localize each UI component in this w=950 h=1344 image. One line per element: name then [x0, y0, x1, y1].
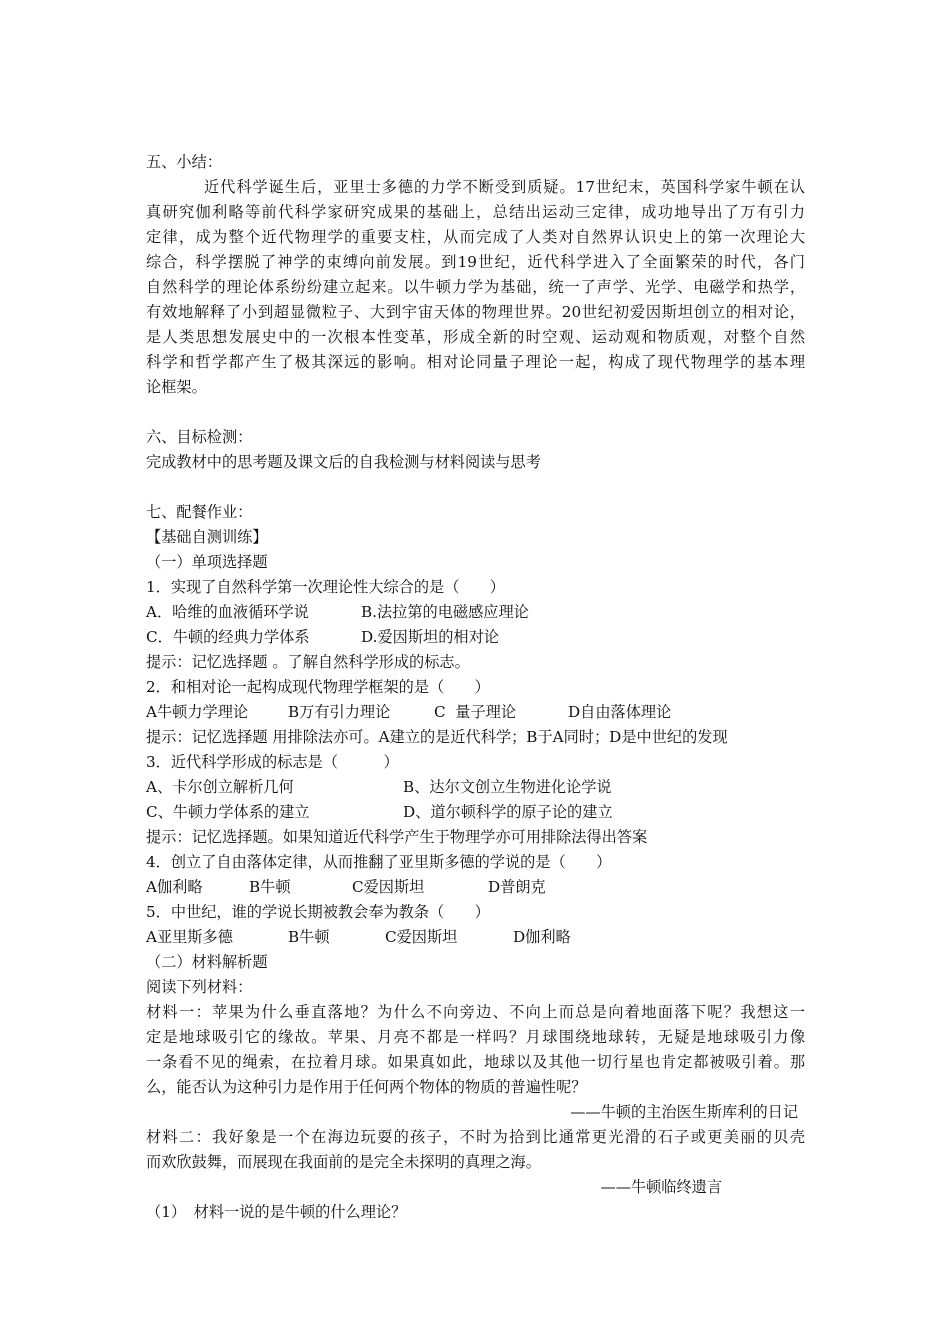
question-5-stem: 5．中世纪，谁的学说长期被教会奉为教条（ ） — [146, 903, 490, 921]
material-2-line-1: 材料二：我好象是一个在海边玩耍的孩子，不时为拾到比通常更光滑的石子或更美丽的贝壳 — [146, 1128, 805, 1146]
question-4-option-a: A伽利略 — [146, 878, 203, 896]
question-1-hint: 提示：记忆选择题 。了解自然科学形成的标志。 — [146, 653, 470, 671]
question-4-option-c: C爱因斯坦 — [352, 878, 425, 896]
question-3-stem: 3．近代科学形成的标志是（ ） — [146, 753, 399, 771]
question-2-stem: 2．和相对论一起构成现代物理学框架的是（ ） — [146, 678, 490, 696]
question-3-option-d: D、道尔顿科学的原子论的建立 — [403, 803, 613, 821]
homework-subheading: 【基础自测训练】 — [146, 528, 268, 546]
summary-line-6: 有效地解释了小到超显微粒子、大到宇宙天体的物理世界。20世纪初爱因斯坦创立的相对论， — [146, 303, 805, 321]
material-1-line-4: 么，能否认为这种引力是作用于任何两个物体的物质的普遍性呢？ — [146, 1078, 587, 1096]
question-4-stem: 4．创立了自由落体定律，从而推翻了亚里斯多德的学说的是（ ） — [146, 853, 612, 871]
question-5-option-c: C爱因斯坦 — [385, 928, 458, 946]
question-2-hint: 提示：记忆选择题 用排除法亦可。A建立的是近代科学；B于A同时；D是中世纪的发现 — [146, 728, 728, 746]
summary-line-5: 自然科学的理论体系纷纷建立起来。以牛顿力学为基础，统一了声学、光学、电磁学和热学， — [146, 278, 805, 296]
question-3-option-a: A、卡尔创立解析几何 — [146, 778, 294, 796]
question-1-option-c: C．牛顿的经典力学体系 — [146, 628, 310, 646]
summary-line-4: 综合，科学摆脱了神学的束缚向前发展。到19世纪，近代科学进入了全面繁荣的时代，各门 — [146, 253, 805, 271]
read-prompt: 阅读下列材料： — [146, 978, 253, 996]
question-1-option-d: D.爱因斯坦的相对论 — [361, 628, 499, 646]
material-question-1: （1） 材料一说的是牛顿的什么理论？ — [146, 1203, 407, 1221]
question-5-option-a: A亚里斯多德 — [146, 928, 233, 946]
material-1-line-3: 一条看不见的绳索，在拉着月球。如果真如此，地球以及其他一切行星也肯定都被吸引着。那 — [146, 1053, 805, 1071]
material-2-line-2: 而欢欣鼓舞，而展现在我面前的是完全未探明的真理之海。 — [146, 1153, 541, 1171]
summary-line-9: 论框架。 — [146, 378, 207, 396]
material-1-line-2: 定是地球吸引它的缘故。苹果、月亮不都是一样吗？月球围绕地球转，无疑是地球吸引力像 — [146, 1028, 805, 1046]
summary-line-7: 是人类思想发展史中的一次根本性变革，形成全新的时空观、运动观和物质观，对整个自然 — [146, 328, 805, 346]
question-1-stem: 1．实现了自然科学第一次理论性大综合的是（ ） — [146, 578, 505, 596]
material-2-source: ——牛顿临终遗言 — [600, 1178, 722, 1196]
question-2-option-b: B万有引力理论 — [288, 703, 391, 721]
question-2-option-c: C 量子理论 — [434, 703, 517, 721]
material-1-line-1: 材料一：苹果为什么垂直落地？为什么不向旁边、不向上而总是向着地面落下呢？我想这一 — [146, 1003, 805, 1021]
summary-line-3: 定律，成为整个近代物理学的重要支柱，从而完成了人类对自然界认识史上的第一次理论大 — [146, 228, 805, 246]
question-5-option-b: B牛顿 — [288, 928, 330, 946]
question-3-option-c: C、牛顿力学体系的建立 — [146, 803, 310, 821]
material-1-source: ——牛顿的主治医生斯库利的日记 — [570, 1103, 798, 1121]
goal-check-heading: 六、目标检测： — [146, 428, 253, 446]
goal-check-text: 完成教材中的思考题及课文后的自我检测与材料阅读与思考 — [146, 453, 541, 471]
question-5-option-d: D伽利略 — [513, 928, 571, 946]
question-4-option-d: D普朗克 — [488, 878, 546, 896]
summary-heading: 五、小结： — [146, 153, 222, 171]
part1-heading: （一）单项选择题 — [146, 553, 268, 571]
question-2-option-d: D自由落体理论 — [568, 703, 672, 721]
question-1-option-a: A．哈维的血液循环学说 — [146, 603, 309, 621]
question-1-option-b: B.法拉第的电磁感应理论 — [361, 603, 529, 621]
question-2-option-a: A牛顿力学理论 — [146, 703, 249, 721]
summary-line-2: 真研究伽利略等前代科学家研究成果的基础上，总结出运动三定律，成功地导出了万有引力 — [146, 203, 805, 221]
question-4-option-b: B牛顿 — [249, 878, 291, 896]
summary-line-8: 科学和哲学都产生了极其深远的影响。相对论同量子理论一起，构成了现代物理学的基本理 — [146, 353, 805, 371]
question-3-option-b: B、达尔文创立生物进化论学说 — [403, 778, 612, 796]
homework-heading: 七、配餐作业： — [146, 503, 253, 521]
summary-line-1: 近代科学诞生后，亚里士多德的力学不断受到质疑。17世纪末，英国科学家牛顿在认 — [204, 178, 805, 196]
part2-heading: （二）材料解析题 — [146, 953, 268, 971]
question-3-hint: 提示：记忆选择题。如果知道近代科学产生于物理学亦可用排除法得出答案 — [146, 828, 648, 846]
